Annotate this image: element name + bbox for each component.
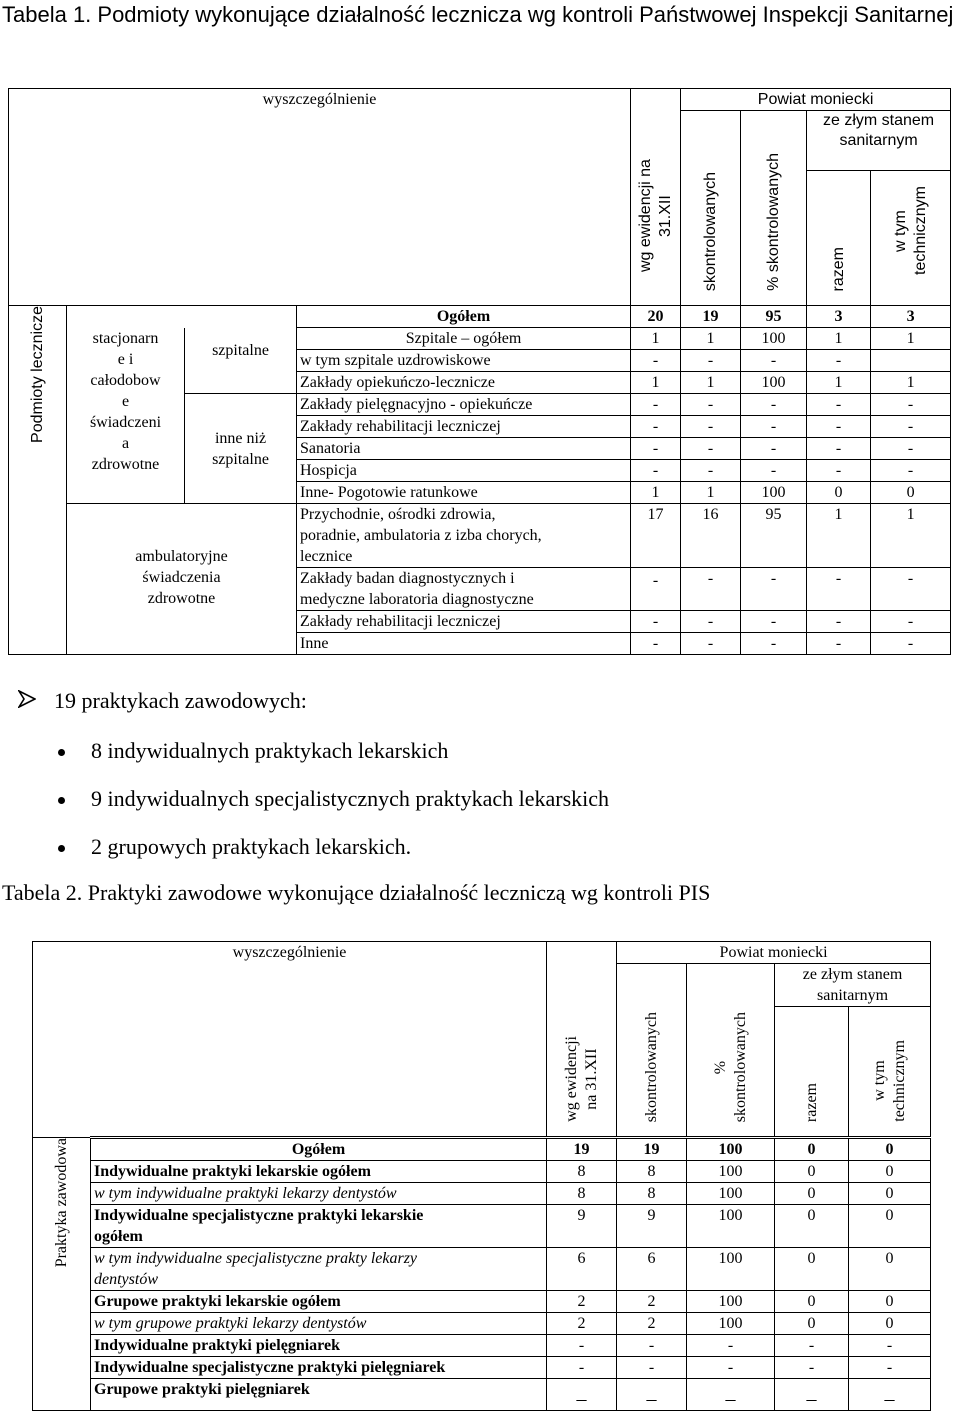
t1-cell: -	[807, 438, 871, 460]
table2	[32, 941, 931, 1411]
t1-cell: 0	[807, 482, 871, 504]
t2-cell: 2	[547, 1291, 617, 1313]
t1-cell	[871, 350, 951, 372]
t1-cell: -	[741, 394, 807, 416]
t2-row-label: w tym grupowe praktyki lekarzy dentystów	[91, 1313, 547, 1335]
t2-cell: 0	[849, 1291, 931, 1313]
t1-row-label: Przychodnie, ośrodki zdrowia, poradnie, ambulatoria z izba chorych, lecznice	[297, 504, 631, 568]
t2-cell: 0	[775, 1248, 849, 1291]
t1-cell: -	[741, 438, 807, 460]
table2-spec-header: wyszczególnienie	[33, 942, 547, 1138]
t1-cell: -	[807, 611, 871, 633]
summary-item: 9 indywidualnych specjalistycznych praktykach lekarskich	[58, 786, 609, 812]
t1-cell: 0	[871, 482, 951, 504]
table2-razem-header: razem	[775, 1007, 849, 1138]
t1-cell: 19	[681, 306, 741, 328]
t2-cell: –	[687, 1379, 775, 1411]
t2-cell: 8	[547, 1161, 617, 1183]
t2-cell: 100	[687, 1138, 775, 1161]
t1-cell: 1	[681, 372, 741, 394]
t1-cell: 95	[741, 504, 807, 568]
t1-cell: -	[681, 416, 741, 438]
t1-cell: 1	[681, 482, 741, 504]
t2-cell: 6	[617, 1248, 687, 1291]
table2-ewid-header: wg ewidencji na 31.XII	[547, 942, 617, 1138]
t1-cell: 3	[807, 306, 871, 328]
t1-cell: -	[741, 568, 807, 611]
t2-cell: -	[775, 1357, 849, 1379]
t2-cell: –	[849, 1379, 931, 1411]
t1-cell: -	[631, 350, 681, 372]
t1-row-label: Sanatoria	[297, 438, 631, 460]
t1-row-label: Ogółem	[297, 306, 631, 328]
t2-cell: -	[547, 1335, 617, 1357]
t2-row-label: Ogółem	[91, 1138, 547, 1161]
t2-cell: 100	[687, 1205, 775, 1248]
t2-row-label: Indywidualne specjalistyczne praktyki lekarskie ogółem	[91, 1205, 547, 1248]
table2-zly-header: ze złym stanem sanitarnym	[775, 964, 931, 1007]
t2-cell: 8	[617, 1183, 687, 1205]
t1-row-label: Szpitale – ogółem	[297, 328, 631, 350]
t1-row-label: Hospicja	[297, 460, 631, 482]
t1-cell: 100	[741, 328, 807, 350]
t2-row-label: w tym indywidualne specjalistyczne prakty lekarzy dentystów	[91, 1248, 547, 1291]
t1-cell: -	[631, 394, 681, 416]
t1-cell: -	[871, 460, 951, 482]
t1-cell: -	[807, 460, 871, 482]
t1-cell: 3	[871, 306, 951, 328]
t1-cell: -	[871, 568, 951, 611]
t2-cell: 0	[849, 1248, 931, 1291]
summary-item: 8 indywidualnych praktykach lekarskich	[58, 738, 448, 764]
t2-cell: -	[547, 1357, 617, 1379]
table2-side-label: Praktyka zawodowa	[33, 1138, 91, 1411]
table2-skontr-header: skontrolowanych	[617, 964, 687, 1138]
table1-wtym-header: w tym technicznym	[871, 171, 951, 306]
t2-cell: 2	[617, 1291, 687, 1313]
t1-cell: -	[741, 416, 807, 438]
t1-cell: 17	[631, 504, 681, 568]
t1-row-label: Inne- Pogotowie ratunkowe	[297, 482, 631, 504]
t1-cell: -	[871, 611, 951, 633]
t2-cell: 0	[849, 1183, 931, 1205]
sub-inne: inne niż szpitalne	[185, 394, 297, 504]
t2-cell: 8	[617, 1161, 687, 1183]
t1-cell: -	[631, 568, 681, 611]
t1-cell: 1	[681, 328, 741, 350]
t1-cell: -	[871, 438, 951, 460]
t1-cell: 95	[741, 306, 807, 328]
t2-row-label: Grupowe praktyki pielęgniarek	[91, 1379, 547, 1411]
bullet-icon	[58, 797, 65, 804]
t2-row-label: Indywidualne praktyki lekarskie ogółem	[91, 1161, 547, 1183]
t1-cell: 1	[807, 504, 871, 568]
t1-cell: -	[681, 611, 741, 633]
t1-cell: -	[807, 568, 871, 611]
t2-row-label: w tym indywidualne praktyki lekarzy dentystów	[91, 1183, 547, 1205]
t2-cell: 0	[849, 1313, 931, 1335]
t1-row-label: Zakłady rehabilitacji leczniczej	[297, 611, 631, 633]
t2-cell: –	[547, 1379, 617, 1411]
table1-title: Tabela 1. Podmioty wykonujące działalność lecznicza wg kontroli Państwowej Inspekcji Sanitarnej	[2, 2, 954, 27]
t1-cell: -	[741, 460, 807, 482]
t1-cell: -	[631, 611, 681, 633]
t2-row-label: Indywidualne praktyki pielęgniarek	[91, 1335, 547, 1357]
t1-cell: -	[741, 633, 807, 655]
t1-row-label: Zakłady pielęgnacyjno - opiekuńcze	[297, 394, 631, 416]
t2-cell: 2	[547, 1313, 617, 1335]
t2-cell: -	[687, 1357, 775, 1379]
t2-cell: 100	[687, 1161, 775, 1183]
t2-cell: 0	[775, 1161, 849, 1183]
t1-cell: 1	[631, 328, 681, 350]
t2-cell: 19	[617, 1138, 687, 1161]
t1-cell: -	[681, 350, 741, 372]
table1-zly-header: ze złym stanem sanitarnym	[807, 111, 951, 171]
t1-cell: 100	[741, 372, 807, 394]
group-stacjonarne: stacjonarn e i całodobow e świadczeni a zdrowotne	[67, 328, 185, 504]
table1	[8, 88, 951, 655]
t1-row-label: Zakłady rehabilitacji leczniczej	[297, 416, 631, 438]
t2-cell: 100	[687, 1313, 775, 1335]
t1-cell: 1	[871, 328, 951, 350]
t2-cell: 9	[547, 1205, 617, 1248]
table2-powiat-header: Powiat moniecki	[617, 942, 931, 964]
t2-cell: 8	[547, 1183, 617, 1205]
t1-cell: -	[631, 460, 681, 482]
t2-cell: -	[849, 1357, 931, 1379]
t2-cell: –	[617, 1379, 687, 1411]
t1-cell: -	[681, 438, 741, 460]
table2-pct-header: % skontrolowanych	[687, 964, 775, 1138]
t1-cell: 20	[631, 306, 681, 328]
t1-cell: 1	[871, 504, 951, 568]
t2-cell: 19	[547, 1138, 617, 1161]
t1-cell: -	[871, 416, 951, 438]
t2-row-label: Indywidualne specjalistyczne praktyki pielęgniarek	[91, 1357, 547, 1379]
t2-cell: 100	[687, 1291, 775, 1313]
t2-cell: -	[617, 1335, 687, 1357]
t2-row-label: Grupowe praktyki lekarskie ogółem	[91, 1291, 547, 1313]
summary-item: 2 grupowych praktykach lekarskich.	[58, 834, 411, 860]
t1-cell: -	[631, 438, 681, 460]
t1-cell: 1	[871, 372, 951, 394]
t2-cell: 100	[687, 1248, 775, 1291]
table2-wtym-header: w tym technicznym	[849, 1007, 931, 1138]
t2-cell: 0	[775, 1291, 849, 1313]
t2-cell: –	[775, 1379, 849, 1411]
group-ambulatoryjne: ambulatoryjne świadczenia zdrowotne	[67, 504, 297, 655]
t2-cell: 0	[849, 1161, 931, 1183]
t1-cell: -	[871, 633, 951, 655]
table1-skontr-header: skontrolowanych	[681, 111, 741, 306]
table1-spec-header: wyszczególnienie	[9, 89, 631, 306]
sub-szpitalne: szpitalne	[185, 328, 297, 394]
t2-cell: -	[775, 1335, 849, 1357]
table2-title: Tabela 2. Praktyki zawodowe wykonujące działalność leczniczą wg kontroli PIS	[2, 880, 711, 905]
t1-cell: -	[631, 416, 681, 438]
t1-cell: 1	[631, 372, 681, 394]
bullet-icon	[58, 845, 65, 852]
t1-cell: -	[871, 394, 951, 416]
table1-ewid-header: wg ewidencji na 31.XII	[631, 89, 681, 306]
t2-cell: 6	[547, 1248, 617, 1291]
t1-cell: -	[807, 350, 871, 372]
table1-side-label: Podmioty lecznicze	[9, 306, 67, 655]
t2-cell: 0	[775, 1138, 849, 1161]
t2-cell: 100	[687, 1183, 775, 1205]
table1-pct-header: % skontrolowanych	[741, 111, 807, 306]
t1-cell: 1	[631, 482, 681, 504]
arrow-bullet-icon	[18, 688, 38, 714]
t1-row-label: Inne	[297, 633, 631, 655]
t2-cell: 0	[775, 1183, 849, 1205]
table1-powiat-header: Powiat moniecki	[681, 89, 951, 111]
t1-row-label: w tym szpitale uzdrowiskowe	[297, 350, 631, 372]
t1-cell: -	[807, 394, 871, 416]
t2-cell: 2	[617, 1313, 687, 1335]
summary-heading: 19 praktykach zawodowych:	[18, 688, 307, 714]
t1-cell: 100	[741, 482, 807, 504]
t1-cell: 16	[681, 504, 741, 568]
t1-cell: -	[631, 633, 681, 655]
t1-cell: -	[681, 460, 741, 482]
t1-cell: -	[681, 633, 741, 655]
t1-cell: -	[807, 416, 871, 438]
t2-cell: 0	[849, 1138, 931, 1161]
table1-razem-header: razem	[807, 171, 871, 306]
t2-cell: -	[849, 1335, 931, 1357]
t1-row-label: Zakłady badan diagnostycznych i medyczne laboratoria diagnostyczne	[297, 568, 631, 611]
t2-cell: -	[687, 1335, 775, 1357]
t1-cell: -	[681, 568, 741, 611]
t1-cell: 1	[807, 328, 871, 350]
t1-cell: 1	[807, 372, 871, 394]
t2-cell: 0	[849, 1205, 931, 1248]
t1-row-label: Zakłady opiekuńczo-lecznicze	[297, 372, 631, 394]
t2-cell: -	[617, 1357, 687, 1379]
t1-cell: -	[681, 394, 741, 416]
bullet-icon	[58, 749, 65, 756]
t2-cell: 0	[775, 1313, 849, 1335]
t1-cell: -	[807, 633, 871, 655]
t1-cell: -	[741, 350, 807, 372]
t2-cell: 9	[617, 1205, 687, 1248]
t2-cell: 0	[775, 1205, 849, 1248]
t1-cell: -	[741, 611, 807, 633]
